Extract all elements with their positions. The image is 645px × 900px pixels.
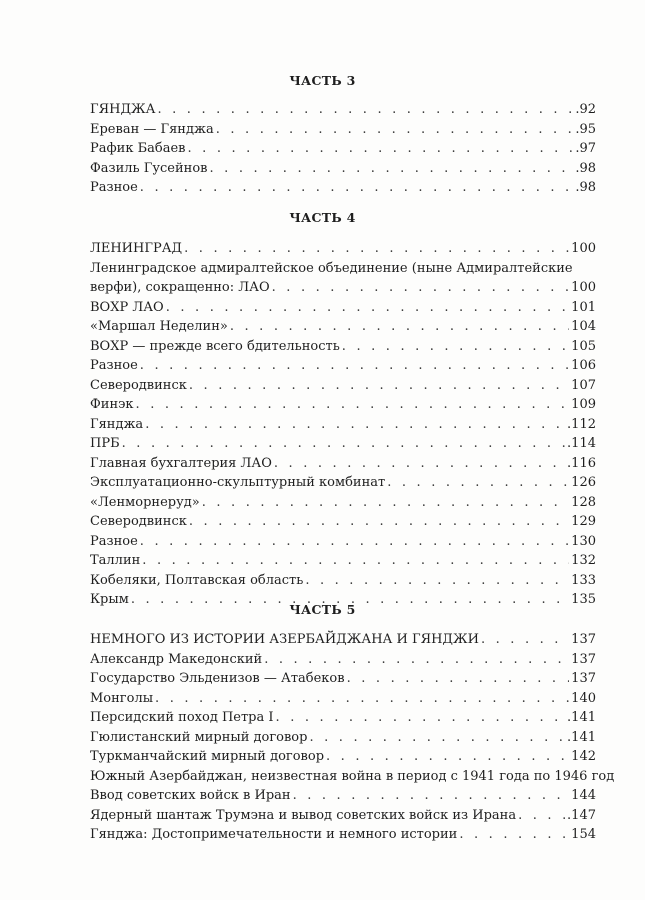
toc-entry [90,473,596,493]
part-4-heading: ЧАСТЬ 4 [289,210,356,225]
dot-leader [305,571,569,591]
toc-entry-page: 106 [571,358,596,373]
toc-entry-page: .147 [567,807,596,823]
toc-entry [90,395,596,415]
toc-entry-title: Северодвинск [90,514,187,529]
toc-entry [90,159,596,179]
toc-entry-title: Эксплуатационно-скульптурный комбинат [90,475,386,490]
toc-entry-page: 137 [571,671,596,686]
dot-leader [209,159,573,179]
dot-leader [387,473,569,493]
toc-entry-page: .141 [567,710,596,725]
toc-entry [90,317,596,337]
toc-entry [90,728,596,748]
toc-entry [90,669,596,689]
toc-entry-page: 154 [571,827,596,842]
toc-entry-title: «Ленморнеруд» [90,494,200,510]
toc-entry-title: Разное [90,533,138,549]
toc-entry-title: Финэк [90,397,134,412]
toc-entry-page: 126 [571,475,596,490]
dot-leader [142,551,569,571]
toc-entry-page: .92 [575,102,596,117]
toc-entry-title: Таллин [90,553,141,568]
toc-entry [90,139,596,159]
dot-leader [230,317,569,337]
toc-entry-page: .98 [575,180,596,195]
toc-entry-page: 137 [571,632,596,647]
toc-entry [90,434,596,454]
dot-leader [166,298,569,318]
toc-entry-page: 105 [571,338,596,354]
toc-entry-title: Персидский поход Петра I [90,710,274,725]
toc-entry-page: .98 [575,160,596,176]
part-5-toc [90,630,615,845]
toc-entry-page: 132 [571,553,596,568]
part-5-heading: ЧАСТЬ 5 [289,602,356,617]
toc-entry-title: Александр Македонский [90,651,263,667]
dot-leader [518,806,565,826]
dot-leader [189,376,569,396]
toc-entry-page: .141 [567,729,596,745]
toc-entry-page: 135 [571,592,596,607]
toc-entry-title: ПРБ [90,436,120,451]
dot-leader [293,786,570,806]
toc-entry-title: НЕМНОГО ИЗ ИСТОРИИ АЗЕРБАЙДЖАНА И ГЯНДЖИ [90,632,479,647]
dot-leader [481,630,569,650]
toc-entry-page: .116 [567,455,596,471]
toc-entry [90,689,596,709]
toc-entry-page: 100 [571,280,596,295]
dot-leader [202,493,569,513]
toc-entry-title: Туркманчайский мирный договор [90,749,325,764]
toc-entry-page: 137 [571,651,596,667]
toc-entry-title: Ввод советских войск в Иран [90,788,291,803]
dot-leader [264,650,569,670]
toc-entry-title: ВОХР — прежде всего бдительность [90,338,340,354]
toc-entry [90,415,596,435]
toc-entry [90,100,596,120]
toc-entry [90,825,596,845]
dot-leader [140,356,569,376]
toc-entry-page: .114 [567,436,596,451]
toc-entry-title: ВОХР ЛАО [90,299,164,315]
toc-entry-page: 107 [571,377,596,393]
dot-leader [326,747,569,767]
toc-entry-page: 104 [571,319,596,334]
toc-entry-title: ГЯНДЖА [90,102,156,117]
toc-entry [90,178,596,198]
dot-leader [188,139,574,159]
dot-leader [216,120,574,140]
dot-leader [155,689,569,709]
toc-entry-title-line: Южный Азербайджан, неизвестная война в период с 1941 года по 1946 год [90,768,615,784]
toc-entry-page: 140 [571,690,596,706]
toc-entry-title: Ереван — Гянджа [90,121,214,137]
part-4-toc [90,239,596,610]
toc-entry [90,337,596,357]
dot-leader [309,728,565,748]
toc-entry-page: 129 [571,514,596,529]
toc-entry-page: .95 [575,121,596,137]
dot-leader [274,454,565,474]
toc-entry [90,376,596,396]
toc-entry [90,532,596,552]
toc-entry-page: .97 [575,141,596,156]
toc-entry-page: 101 [571,299,596,315]
dot-leader [272,278,570,298]
part-3-heading: ЧАСТЬ 3 [289,73,356,88]
toc-entry-title: «Маршал Неделин» [90,319,228,334]
toc-entry-title: ЛЕНИНГРАД [90,241,183,256]
toc-entry-title: Разное [90,358,138,373]
toc-entry [90,239,596,259]
toc-entry [90,747,596,767]
dot-leader [342,337,569,357]
toc-entry [90,512,596,532]
toc-entry-title: Фазиль Гусейнов [90,160,208,176]
toc-entry-page: 109 [571,397,596,412]
dot-leader [347,669,570,689]
toc-entry-title: Северодвинск [90,377,187,393]
dot-leader [140,532,569,552]
toc-entry-page: 142 [571,749,596,764]
toc-entry-title: Разное [90,180,138,195]
dot-leader [145,415,565,435]
dot-leader [122,434,565,454]
toc-entry [90,454,596,474]
dot-leader [140,178,574,198]
toc-entry [90,708,596,728]
toc-entry [90,298,596,318]
dot-leader [276,708,566,728]
toc-entry-page: 100 [571,241,596,256]
toc-entry [90,551,596,571]
dot-leader [157,100,573,120]
toc-entry-title: Гюлистанский мирный договор [90,729,308,745]
toc-entry [90,571,596,591]
toc-entry-title: Главная бухгалтерия ЛАО [90,455,272,471]
toc-entry-title: Монголы [90,690,154,706]
toc-entry [90,493,596,513]
toc-entry-page: 128 [571,494,596,510]
dot-leader [459,825,569,845]
toc-entry-page: 144 [571,788,596,803]
toc-entry-title: верфи), сокращенно: ЛАО [90,280,270,295]
toc-entry [90,806,596,826]
toc-entry-title: Ядерный шантаж Трумэна и вывод советских войск из Ирана [90,807,517,823]
toc-entry [90,356,596,376]
toc-entry [90,786,596,806]
toc-entry [90,650,596,670]
toc-entry-title: Государство Эльденизов — Атабеков [90,671,345,686]
toc-entry-title-line: Ленинградское адмиралтейское объединение (ныне Адмиралтейские [90,260,573,276]
toc-entry-title: Кобеляки, Полтавская область [90,572,304,588]
toc-entry-title: Гянджа: Достопримечательности и немного истории [90,827,458,842]
toc-entry [90,120,596,140]
dot-leader [189,512,569,532]
part-3-toc [90,100,596,198]
toc-entry [90,630,596,650]
dot-leader [136,395,570,415]
toc-entry-title: Рафик Бабаев [90,141,186,156]
toc-entry [90,278,596,298]
toc-entry-page: 133 [571,572,596,588]
toc-entry-page: .112 [567,416,596,432]
toc-entry-title: Гянджа [90,416,144,432]
dot-leader [184,239,569,259]
toc-entry-page: 130 [571,533,596,549]
toc-entry-title: Крым [90,592,129,607]
